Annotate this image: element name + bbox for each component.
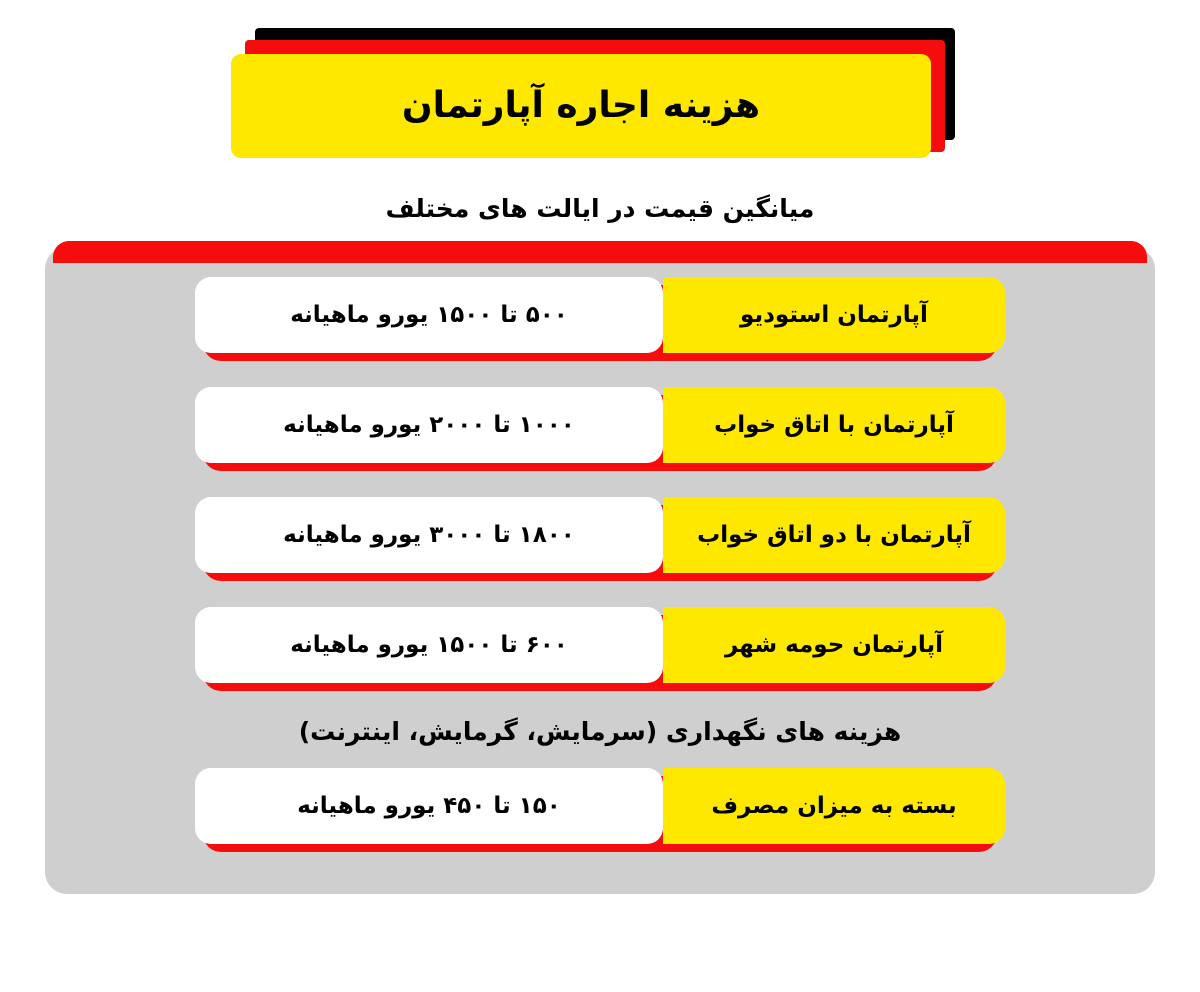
section-note: هزینه های نگهداری (سرمایش، گرمایش، اینترنت) [298,717,902,746]
title-card [231,54,931,158]
table-row [195,387,1005,469]
panel-top-accent [53,241,1147,263]
row-body [195,768,1005,844]
table-row [195,768,1005,850]
row-body [195,277,1005,353]
row-value: ۱۰۰۰ تا ۲۰۰۰ یورو ماهیانه [195,387,663,463]
page-title: هزینه اجاره آپارتمان [401,85,761,127]
table-row [195,277,1005,359]
title-block [245,28,955,160]
row-body [195,387,1005,463]
row-label: آپارتمان استودیو [663,277,1005,353]
row-label: آپارتمان با اتاق خواب [663,387,1005,463]
row-label: آپارتمان با دو اتاق خواب [663,497,1005,573]
row-value: ۱۸۰۰ تا ۳۰۰۰ یورو ماهیانه [195,497,663,573]
row-body [195,497,1005,573]
panel-inner [45,277,1155,850]
row-label: آپارتمان حومه شهر [663,607,1005,683]
table-row [195,497,1005,579]
row-value: ۵۰۰ تا ۱۵۰۰ یورو ماهیانه [195,277,663,353]
row-value: ۱۵۰ تا ۴۵۰ یورو ماهیانه [195,768,663,844]
row-body [195,607,1005,683]
infographic-root [0,28,1200,992]
content-panel [45,247,1155,894]
table-row [195,607,1005,689]
row-label: بسته به میزان مصرف [663,768,1005,844]
page-subtitle: میانگین قیمت در ایالت های مختلف [385,194,815,223]
row-value: ۶۰۰ تا ۱۵۰۰ یورو ماهیانه [195,607,663,683]
